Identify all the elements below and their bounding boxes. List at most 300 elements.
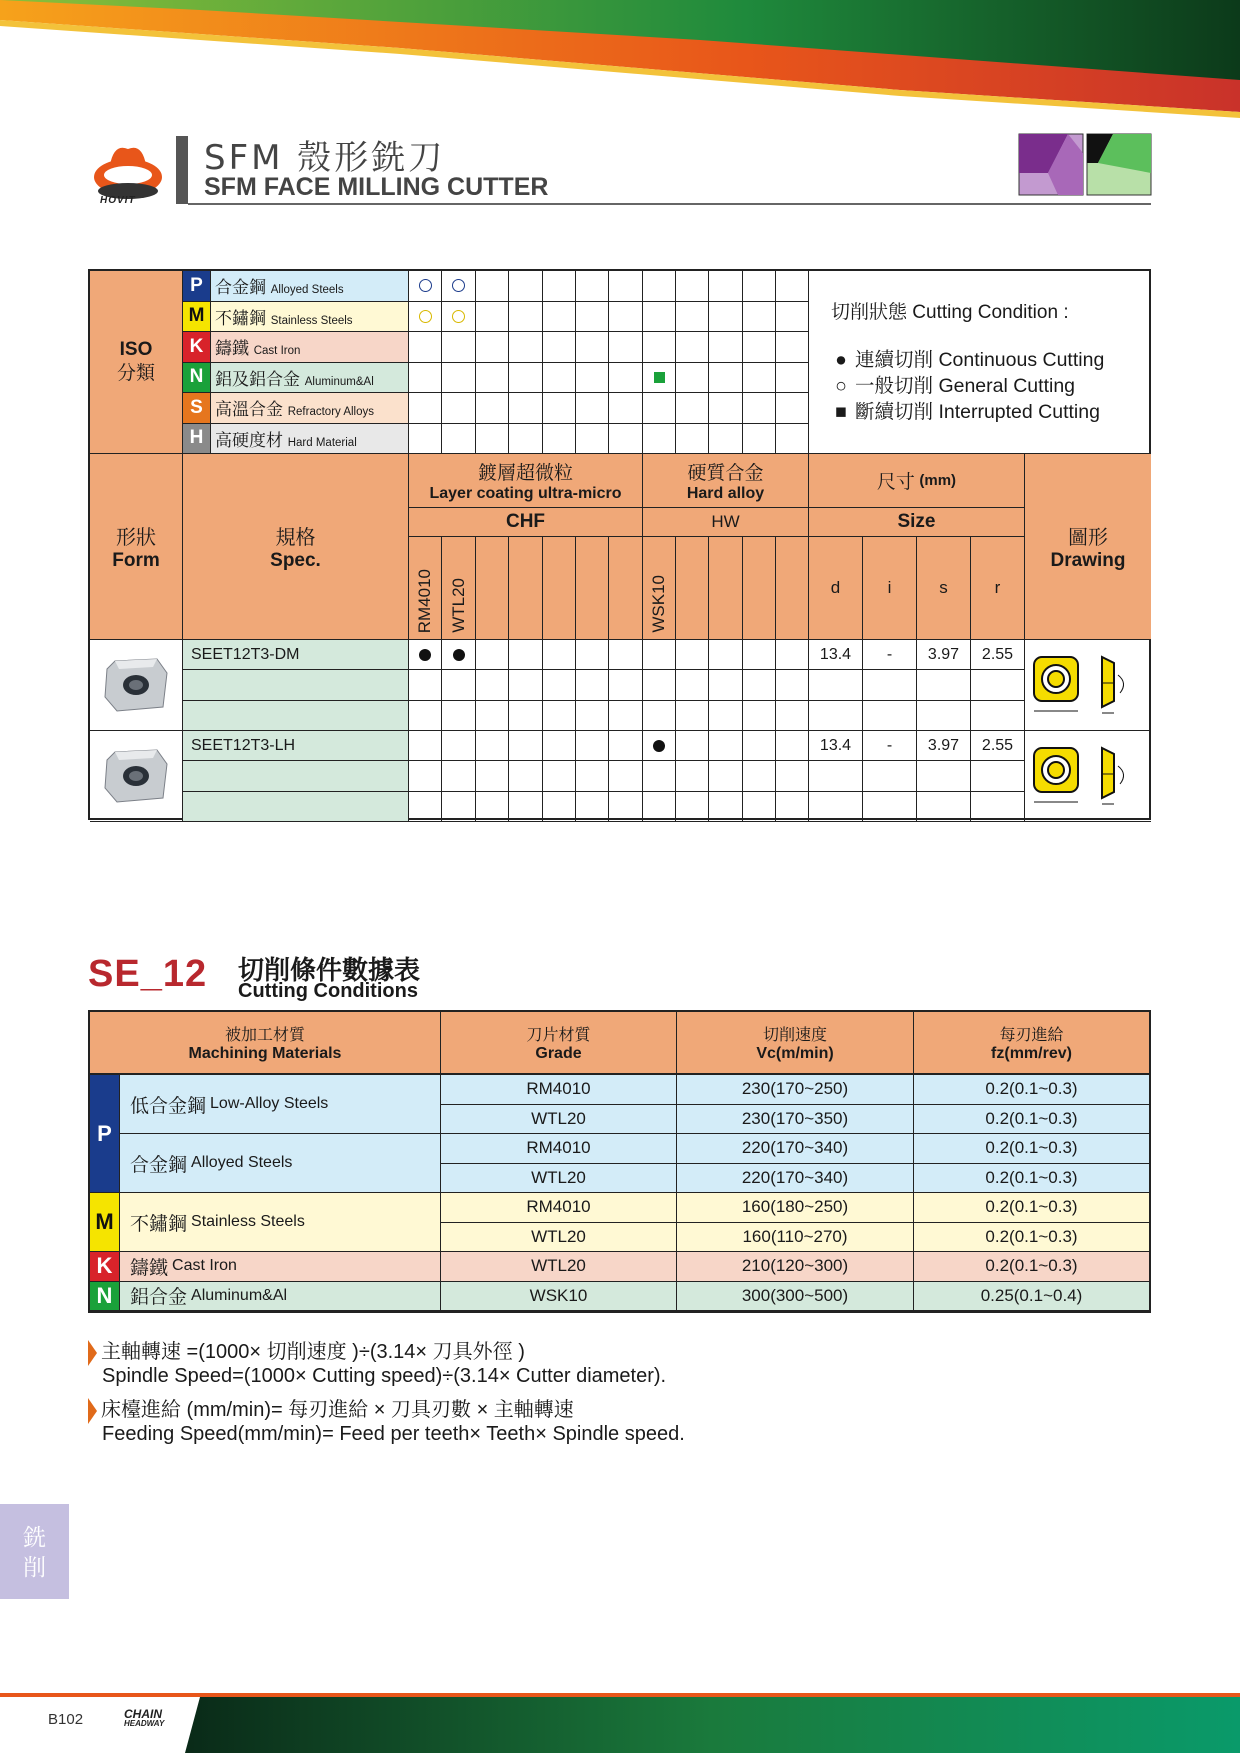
cc-group-letter: K <box>90 1252 120 1282</box>
dim-cell-r <box>971 670 1025 700</box>
product-grid-cell <box>643 731 676 761</box>
dim-cell-s <box>917 761 971 791</box>
dim-cell-i <box>863 792 917 822</box>
open-circle-icon: ○ <box>835 375 847 397</box>
product-grid-cell <box>576 761 609 791</box>
product-grid-cell <box>442 792 475 822</box>
iso-grid-cell <box>676 393 709 424</box>
cc-material-zh: 鑄鐵 <box>130 1257 169 1279</box>
dim-value: 2.55 <box>981 645 1014 663</box>
iso-grid-cell <box>609 363 642 394</box>
iso-label <box>90 271 183 454</box>
iso-grid-cell <box>676 302 709 333</box>
cc-material-zh: 低合金鋼 <box>130 1095 207 1117</box>
open-circle-icon <box>452 279 465 292</box>
dim-cell-i <box>863 670 917 700</box>
cc-header-en: Vc(m/min) <box>756 1045 834 1062</box>
product-grid-cell <box>776 761 809 791</box>
legend-general <box>831 373 1151 399</box>
grade-label: RM4010 <box>415 568 435 633</box>
iso-grid-cell <box>409 363 442 394</box>
product-grid-cell <box>509 670 542 700</box>
cc-fz-cell: 0.2(0.1~0.3) <box>914 1223 1149 1253</box>
cc-material <box>120 1193 441 1252</box>
iso-grid-cell <box>643 393 676 424</box>
product-grid-cell <box>743 731 776 761</box>
dim-cell-d <box>809 792 863 822</box>
product-grid-cell <box>643 792 676 822</box>
dim-value: 2.55 <box>981 736 1014 754</box>
page-title-zh: SFM 殼形銑刀 <box>204 138 446 178</box>
dim-value: 13.4 <box>819 645 852 663</box>
cc-fz-cell: 0.2(0.1~0.3) <box>914 1075 1149 1105</box>
iso-grid-cell <box>509 363 542 394</box>
dim-header-r <box>971 537 1025 640</box>
iso-row-s <box>183 393 409 424</box>
filled-square-icon: ■ <box>835 401 847 423</box>
legend-zh: 斷續切削 <box>855 401 934 423</box>
iso-grid-cell <box>609 271 642 302</box>
cc-fz-cell: 0.2(0.1~0.3) <box>914 1105 1149 1135</box>
iso-grid-cell <box>476 302 509 333</box>
grade-label: WSK10 <box>649 575 669 633</box>
cc-vc-cell: 160(180~250) <box>677 1193 914 1223</box>
section-title-en: Cutting Conditions <box>238 980 418 1002</box>
cc-grade-cell: WTL20 <box>441 1164 677 1194</box>
product-grid-cell <box>576 731 609 761</box>
material-zh: 鋁及鋁合金 <box>215 369 300 389</box>
iso-grid-cell <box>409 424 442 455</box>
dim-cell-r <box>971 792 1025 822</box>
insert-photo <box>90 731 183 822</box>
iso-grid-cell <box>442 302 475 333</box>
iso-grid-cell <box>776 424 809 455</box>
insert-drawing <box>1025 640 1151 731</box>
product-grid-cell <box>776 792 809 822</box>
cc-material-en: Aluminum&Al <box>191 1286 288 1304</box>
grade-column-header <box>442 537 475 640</box>
size-label: Size <box>897 511 936 532</box>
insert-photo <box>90 640 183 731</box>
product-grid-cell <box>776 670 809 700</box>
cc-vc-cell: 160(110~270) <box>677 1223 914 1253</box>
filled-circle-icon: ● <box>835 349 847 371</box>
product-grid-cell <box>476 701 509 731</box>
dim-value: 13.4 <box>819 736 852 754</box>
iso-grid-cell <box>643 271 676 302</box>
filled-circle-icon <box>453 649 465 661</box>
form-header-en: Form <box>112 550 160 571</box>
product-grid-cell <box>543 670 576 700</box>
iso-grid-cell <box>576 302 609 333</box>
material-zh: 不鏽鋼 <box>215 308 266 328</box>
iso-letter: K <box>183 332 211 362</box>
product-grid-cell <box>476 761 509 791</box>
cc-material-en: Stainless Steels <box>191 1213 305 1230</box>
grade-column-header <box>743 537 776 640</box>
material-en: Stainless Steels <box>270 314 353 327</box>
dim-cell-s <box>917 670 971 700</box>
iso-grid-cell <box>442 363 475 394</box>
iso-grid-cell <box>776 271 809 302</box>
product-grid-cell <box>543 701 576 731</box>
product-grid-cell <box>609 640 642 670</box>
iso-grid-cell <box>476 332 509 363</box>
product-grid-cell <box>576 670 609 700</box>
cc-grade-cell: WTL20 <box>441 1252 677 1282</box>
arrow-icon <box>88 1340 97 1366</box>
product-grid-cell <box>543 792 576 822</box>
formula-text: 主軸轉速 =(1000× 切削速度 )÷(3.14× 刀具外徑 ) <box>101 1341 525 1363</box>
dim-header-d <box>809 537 863 640</box>
legend-en: General Cutting <box>938 375 1076 397</box>
title-divider <box>188 203 1151 205</box>
iso-grid-cell <box>609 393 642 424</box>
cc-vc-cell: 230(170~350) <box>677 1105 914 1135</box>
iso-material-name <box>211 426 357 451</box>
iso-grid-cell <box>409 393 442 424</box>
product-grid-cell <box>442 731 475 761</box>
product-grid-cell <box>776 701 809 731</box>
iso-grid-cell <box>576 363 609 394</box>
iso-letter: N <box>183 363 211 393</box>
product-grid-cell <box>543 731 576 761</box>
product-grid-cell <box>409 670 442 700</box>
form-header <box>90 454 183 640</box>
cc-header-en: fz(mm/rev) <box>991 1045 1072 1062</box>
iso-letter: P <box>183 271 211 301</box>
hard-alloy-header-en: Hard alloy <box>686 485 765 502</box>
dim-cell-d <box>809 670 863 700</box>
iso-grid-cell <box>743 363 776 394</box>
dim-cell-d <box>809 701 863 731</box>
coating-header <box>409 454 643 508</box>
dim-cell-s <box>917 792 971 822</box>
legend-continuous <box>831 347 1151 373</box>
grade-column-header <box>709 537 742 640</box>
dim-value: - <box>886 645 893 663</box>
iso-row-k <box>183 332 409 363</box>
title-accent-bar <box>176 136 188 204</box>
iso-grid-cell <box>509 271 542 302</box>
grade-column-header <box>409 537 442 640</box>
cc-vc-cell: 220(170~340) <box>677 1134 914 1164</box>
size-en-header <box>809 508 1025 537</box>
dim-label: i <box>887 578 892 597</box>
dim-label: d <box>830 578 841 597</box>
dim-value: 3.97 <box>927 645 960 663</box>
cc-vc-cell: 300(300~500) <box>677 1282 914 1312</box>
cc-header-materials <box>90 1012 441 1075</box>
cc-group-letter: P <box>90 1075 120 1193</box>
product-grid-cell <box>676 640 709 670</box>
grade-column-header <box>676 537 709 640</box>
iso-grid-cell <box>509 393 542 424</box>
cutting-conditions-table <box>88 1010 1151 1313</box>
legend-en: Continuous Cutting <box>938 349 1105 371</box>
product-grid-cell <box>509 792 542 822</box>
cc-material-zh: 不鏽鋼 <box>130 1213 188 1235</box>
formula-text: 床檯進給 (mm/min)= 每刃進給 × 刀具刃數 × 主軸轉速 <box>101 1399 574 1421</box>
chf-label: CHF <box>505 511 546 532</box>
iso-grid-cell <box>743 302 776 333</box>
size-header-zh: 尺寸 <box>876 472 915 493</box>
header-stripes <box>0 0 1240 120</box>
iso-grid-cell <box>476 393 509 424</box>
coating-header-en: Layer coating ultra-micro <box>429 485 622 502</box>
iso-grid-cell <box>776 363 809 394</box>
iso-grid-cell <box>576 332 609 363</box>
iso-grid-cell <box>476 271 509 302</box>
product-grid-cell <box>442 640 475 670</box>
cc-vc-cell: 230(170~250) <box>677 1075 914 1105</box>
side-tab-milling[interactable] <box>0 1504 69 1599</box>
iso-grid-cell <box>609 424 642 455</box>
cc-header-zh: 切削速度 <box>762 1027 827 1044</box>
product-grid-cell <box>409 792 442 822</box>
iso-label-zh: 分類 <box>116 363 155 384</box>
dim-cell-i <box>863 640 917 670</box>
grade-label: WTL20 <box>448 578 468 633</box>
iso-grid-cell <box>676 363 709 394</box>
cc-fz-cell: 0.2(0.1~0.3) <box>914 1164 1149 1194</box>
cc-group-letter: N <box>90 1282 120 1312</box>
hard-alloy-header-zh: 硬質合金 <box>687 463 764 484</box>
iso-grid-cell <box>643 363 676 394</box>
iso-grid-cell <box>543 332 576 363</box>
product-grid-cell <box>576 701 609 731</box>
spec-header-en: Spec. <box>270 550 321 571</box>
product-grid-cell <box>709 670 742 700</box>
product-grid-cell <box>709 761 742 791</box>
iso-material-name <box>211 273 344 298</box>
iso-letter: S <box>183 393 211 423</box>
footer-band <box>0 1693 1240 1753</box>
iso-grid-cell <box>442 271 475 302</box>
product-grid-cell <box>643 701 676 731</box>
iso-grid-cell <box>643 332 676 363</box>
iso-grid-cell <box>776 393 809 424</box>
spec-code: SEET12T3-LH <box>183 731 409 761</box>
legend-interrupted <box>831 399 1151 425</box>
spec-cell <box>183 761 409 791</box>
material-en: Alloyed Steels <box>270 284 344 297</box>
insert-drawing-icon <box>1028 736 1148 816</box>
iso-grid-cell <box>776 302 809 333</box>
dim-cell-d <box>809 731 863 761</box>
dim-cell-s <box>917 731 971 761</box>
drawing-header-zh: 圖形 <box>1068 527 1108 549</box>
form-header-zh: 形狀 <box>116 527 156 549</box>
iso-grid-cell <box>543 393 576 424</box>
dim-cell-r <box>971 701 1025 731</box>
product-grid-cell <box>609 761 642 791</box>
product-grid-cell <box>609 792 642 822</box>
section-title-zh: 切削條件數據表 <box>238 955 421 985</box>
insert-photo-icon <box>103 657 169 713</box>
cc-group-letter: M <box>90 1193 120 1252</box>
product-grid-cell <box>743 640 776 670</box>
product-grid-cell <box>476 670 509 700</box>
cc-material-en: Alloyed Steels <box>191 1154 293 1171</box>
drawing-header <box>1025 454 1151 640</box>
product-grid-cell <box>409 731 442 761</box>
grade-column-header <box>576 537 609 640</box>
cutting-condition-title: 切削狀態 Cutting Condition : <box>831 302 1069 323</box>
iso-row-p <box>183 271 409 302</box>
cc-grade-cell: RM4010 <box>441 1193 677 1223</box>
product-grid-cell <box>476 640 509 670</box>
dim-cell-i <box>863 731 917 761</box>
cc-material-zh: 鋁合金 <box>130 1287 188 1309</box>
iso-grid-cell <box>709 332 742 363</box>
insert-drawing-icon <box>1028 645 1148 725</box>
product-grid-cell <box>543 761 576 791</box>
hard-alloy-header <box>643 454 809 508</box>
spec-header-zh: 規格 <box>275 527 316 549</box>
iso-grid-cell <box>576 271 609 302</box>
iso-grid-cell <box>476 424 509 455</box>
cutting-condition-legend <box>809 271 1151 454</box>
product-grid-cell <box>709 701 742 731</box>
dim-cell-s <box>917 640 971 670</box>
product-grid-cell <box>676 761 709 791</box>
side-tab-char: 削 <box>23 1553 46 1580</box>
dim-value: - <box>886 736 893 754</box>
product-grid-cell <box>576 640 609 670</box>
formula-spindle-zh <box>88 1335 525 1366</box>
product-grid-cell <box>709 792 742 822</box>
iso-material-name <box>211 365 374 390</box>
dim-value: 3.97 <box>927 736 960 754</box>
open-circle-icon <box>452 310 465 323</box>
formula-feed-en: Feeding Speed(mm/min)= Feed per teeth× Teeth× Spindle speed. <box>102 1423 685 1445</box>
dim-label: r <box>994 578 1001 597</box>
product-grid-cell <box>409 761 442 791</box>
dim-label: s <box>939 578 948 597</box>
iso-grid-cell <box>676 332 709 363</box>
product-grid-cell <box>409 701 442 731</box>
iso-row-m <box>183 302 409 333</box>
iso-grid-cell <box>643 424 676 455</box>
filled-circle-icon <box>653 740 665 752</box>
material-zh: 鑄鐵 <box>215 339 249 359</box>
iso-grid-cell <box>543 424 576 455</box>
iso-grid-cell <box>576 393 609 424</box>
cc-material <box>120 1134 441 1193</box>
insert-spec-table <box>88 269 1151 820</box>
open-circle-icon <box>419 279 432 292</box>
cc-material-en: Cast Iron <box>172 1257 237 1275</box>
product-grid-cell <box>409 640 442 670</box>
coating-header-zh: 鍍層超微粒 <box>477 463 573 484</box>
product-grid-cell <box>676 701 709 731</box>
iso-grid-cell <box>543 271 576 302</box>
product-grid-cell <box>576 792 609 822</box>
legend-en: Interrupted Cutting <box>938 401 1100 423</box>
iso-grid-cell <box>709 424 742 455</box>
product-grid-cell <box>743 761 776 791</box>
material-en: Refractory Alloys <box>287 406 375 419</box>
insert-drawing <box>1025 731 1151 822</box>
material-en: Hard Material <box>287 436 357 449</box>
material-en: Aluminum&Al <box>304 375 374 388</box>
iso-material-name <box>211 334 300 359</box>
iso-grid-cell <box>509 424 542 455</box>
product-grid-cell <box>643 670 676 700</box>
cc-vc-cell: 220(170~340) <box>677 1164 914 1194</box>
cc-header-grade <box>441 1012 677 1075</box>
dim-cell-i <box>863 701 917 731</box>
grade-column-header <box>776 537 809 640</box>
cc-material <box>120 1282 441 1312</box>
iso-grid-cell <box>743 332 776 363</box>
product-grid-cell <box>609 701 642 731</box>
size-header <box>809 454 1025 508</box>
product-grid-cell <box>442 670 475 700</box>
chf-header <box>409 508 643 537</box>
drawing-header-en: Drawing <box>1050 550 1126 571</box>
iso-grid-cell <box>442 424 475 455</box>
iso-grid-cell <box>709 271 742 302</box>
dim-cell-r <box>971 640 1025 670</box>
formula-spindle-en: Spindle Speed=(1000× Cutting speed)÷(3.14× Cutter diameter). <box>102 1365 667 1387</box>
material-zh: 高溫合金 <box>215 400 283 420</box>
brand-line1: CHAIN <box>124 1707 162 1721</box>
product-grid-cell <box>643 640 676 670</box>
cc-material-en: Low-Alloy Steels <box>210 1095 329 1112</box>
iso-grid-cell <box>442 393 475 424</box>
filled-square-icon <box>654 372 665 383</box>
cc-header-fz <box>914 1012 1149 1075</box>
open-circle-icon <box>419 310 432 323</box>
brand-logo <box>106 1709 164 1729</box>
cc-vc-cell: 210(120~300) <box>677 1252 914 1282</box>
iso-letter: H <box>183 424 211 454</box>
cc-header-vc <box>677 1012 914 1075</box>
dim-cell-i <box>863 761 917 791</box>
legend-zh: 一般切削 <box>855 375 934 397</box>
iso-grid-cell <box>676 424 709 455</box>
product-grid-cell <box>509 761 542 791</box>
hw-label: HW <box>711 512 740 531</box>
grade-column-header <box>609 537 642 640</box>
spec-cell <box>183 792 409 822</box>
insert-photo-icon <box>103 748 169 804</box>
spec-cell <box>183 701 409 731</box>
iso-label-en: ISO <box>119 339 153 360</box>
side-tab-char: 銑 <box>23 1523 46 1550</box>
iso-grid-cell <box>743 393 776 424</box>
iso-row-h <box>183 424 409 455</box>
dim-cell-r <box>971 731 1025 761</box>
iso-grid-cell <box>643 302 676 333</box>
cc-grade-cell: WTL20 <box>441 1223 677 1253</box>
product-grid-cell <box>609 731 642 761</box>
iso-grid-cell <box>409 271 442 302</box>
product-grid-cell <box>709 640 742 670</box>
iso-grid-cell <box>609 332 642 363</box>
dim-cell-s <box>917 701 971 731</box>
dim-cell-d <box>809 640 863 670</box>
product-grid-cell <box>509 701 542 731</box>
cc-material <box>120 1252 441 1282</box>
cc-fz-cell: 0.2(0.1~0.3) <box>914 1252 1149 1282</box>
cc-header-zh: 每刃進給 <box>999 1027 1064 1044</box>
iso-grid-cell <box>409 332 442 363</box>
cc-grade-cell: RM4010 <box>441 1075 677 1105</box>
product-grid-cell <box>776 731 809 761</box>
